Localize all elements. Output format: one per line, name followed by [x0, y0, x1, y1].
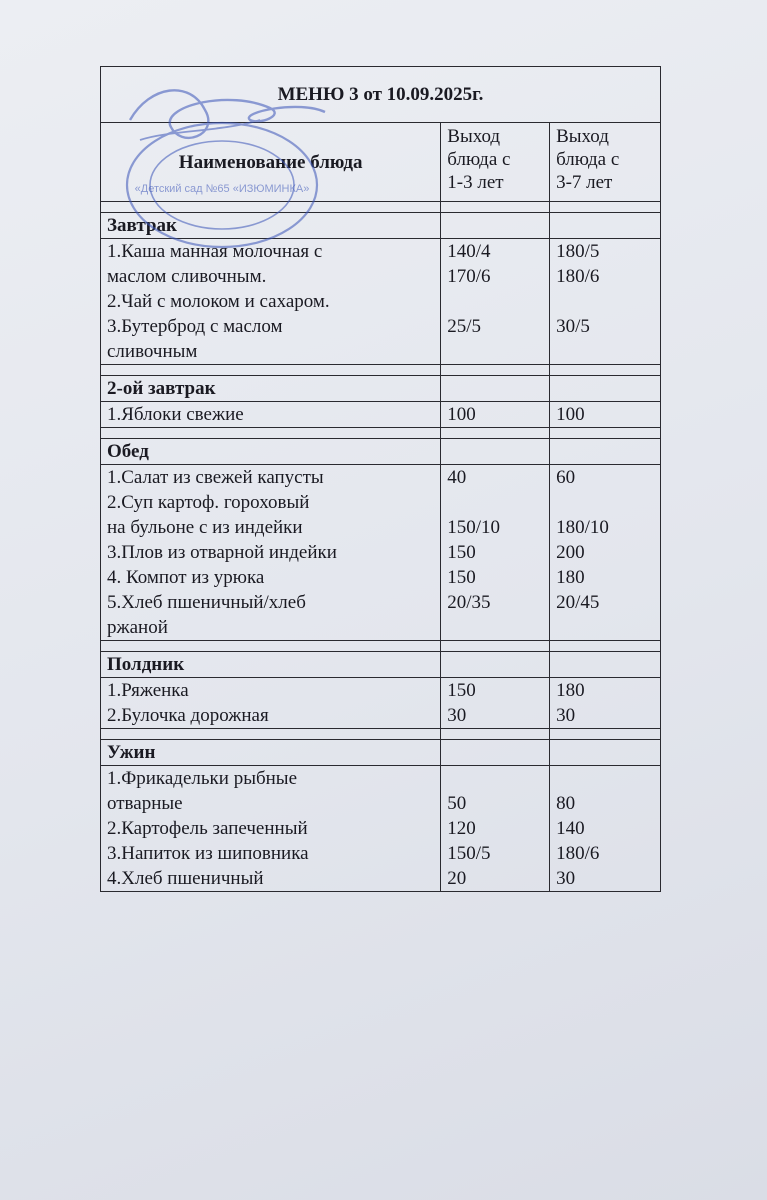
section-body-row [101, 766, 661, 892]
portion-3-7 [556, 490, 654, 515]
dish-line: 1.Фрикадельки рыбные [107, 768, 297, 789]
spacer-cell [550, 641, 661, 652]
portion-3-7: 30 [556, 868, 576, 889]
spacer-cell [550, 202, 661, 213]
stamp-text: «Детский сад №65 «ИЗЮМИНКА» [134, 183, 310, 195]
spacer-row [101, 202, 661, 213]
spacer-cell [441, 365, 550, 376]
section-body-row [101, 402, 661, 428]
section-name: Завтрак [101, 213, 441, 239]
portion-3-7 [556, 766, 654, 791]
portion-1-3-cell [441, 678, 550, 729]
portion-1-3 [447, 490, 543, 515]
dish-line: на бульоне с из индейки [107, 517, 303, 538]
section-header-empty [550, 652, 661, 678]
dish-line: маслом сливочным. [107, 266, 267, 287]
spacer-cell [101, 641, 441, 652]
section-header-empty [441, 652, 550, 678]
portion-3-7: 60 [556, 467, 576, 488]
spacer-cell [101, 428, 441, 439]
portion-3-7-cell [550, 766, 661, 892]
portion-1-3 [447, 766, 543, 791]
header-age2-line: Выход [556, 126, 609, 147]
portion-1-3-cell [441, 239, 550, 365]
portion-1-3: 150 [447, 680, 476, 701]
spacer-row [101, 641, 661, 652]
dish-line: 5.Хлеб пшеничный/хлеб [107, 592, 306, 613]
dish-line: 4. Компот из урюка [107, 567, 265, 588]
dish-line-cell [101, 402, 441, 428]
portion-1-3: 25/5 [447, 316, 482, 337]
portion-3-7: 180 [556, 567, 585, 588]
dish-line: отварные [107, 793, 183, 814]
portion-1-3-cell [441, 465, 550, 641]
portion-1-3: 20 [447, 868, 467, 889]
header-dish-name: Наименование блюда [101, 123, 441, 202]
section-header-row [101, 439, 661, 465]
portion-1-3: 170/6 [447, 266, 491, 287]
section-name: Полдник [101, 652, 441, 678]
spacer-row [101, 428, 661, 439]
header-age1-line: блюда с [447, 149, 511, 170]
portion-1-3 [447, 289, 543, 314]
portion-3-7-cell [550, 678, 661, 729]
portion-3-7: 30/5 [556, 316, 590, 337]
section-name: Обед [101, 439, 441, 465]
dish-line: 2.Картофель запеченный [107, 818, 308, 839]
spacer-cell [101, 365, 441, 376]
dish-line: 1.Яблоки свежие [107, 404, 244, 425]
dish-line: сливочным [107, 341, 198, 362]
spacer-cell [101, 729, 441, 740]
dish-line: 2.Булочка дорожная [107, 705, 269, 726]
portion-3-7: 20/45 [556, 592, 600, 613]
portion-3-7: 200 [556, 542, 585, 563]
dish-line: 2.Чай с молоком и сахаром. [107, 291, 330, 312]
portion-3-7: 180/6 [556, 843, 600, 864]
dish-line: 4.Хлеб пшеничный [107, 868, 264, 889]
header-age1-line: Выход [447, 126, 501, 147]
spacer-row [101, 729, 661, 740]
spacer-cell [441, 729, 550, 740]
portion-1-3: 30 [447, 705, 467, 726]
spacer-cell [550, 365, 661, 376]
portion-3-7: 180 [556, 680, 585, 701]
section-header-empty [550, 376, 661, 402]
section-body-row [101, 239, 661, 365]
portion-1-3: 50 [447, 793, 467, 814]
header-age-1-3 [441, 123, 550, 202]
portion-3-7: 180/5 [556, 241, 600, 262]
section-name: 2-ой завтрак [101, 376, 441, 402]
portion-1-3: 150 [447, 542, 476, 563]
section-header-empty [441, 439, 550, 465]
dish-line: 1.Ряженка [107, 680, 189, 701]
section-header-row [101, 213, 661, 239]
header-age2-line: 3-7 лет [556, 172, 613, 193]
portion-3-7-cell [550, 402, 661, 428]
title-row [101, 67, 661, 123]
dish-line-cell [101, 766, 441, 892]
section-header-empty [441, 740, 550, 766]
portion-3-7: 80 [556, 793, 576, 814]
section-header-empty [550, 213, 661, 239]
portion-3-7: 180/6 [556, 266, 600, 287]
spacer-cell [550, 428, 661, 439]
section-header-row [101, 740, 661, 766]
portion-1-3: 40 [447, 467, 467, 488]
portion-3-7: 100 [556, 404, 585, 425]
portion-1-3-cell [441, 766, 550, 892]
portion-1-3-cell [441, 402, 550, 428]
header-age1-line: 1-3 лет [447, 172, 504, 193]
menu-table [100, 66, 661, 892]
header-age2-line: блюда с [556, 149, 620, 170]
dish-line: 3.Бутерброд с маслом [107, 316, 283, 337]
spacer-cell [550, 729, 661, 740]
header-row [101, 123, 661, 202]
dish-line: 1.Каша манная молочная с [107, 241, 323, 262]
dish-line: ржаной [107, 617, 168, 638]
section-header-empty [550, 439, 661, 465]
spacer-cell [101, 202, 441, 213]
portion-3-7: 140 [556, 818, 585, 839]
spacer-cell [441, 428, 550, 439]
section-body-row [101, 678, 661, 729]
section-header-row [101, 652, 661, 678]
spacer-cell [441, 202, 550, 213]
dish-line-cell [101, 465, 441, 641]
portion-3-7-cell [550, 239, 661, 365]
portion-3-7: 30 [556, 705, 576, 726]
portion-1-3: 20/35 [447, 592, 491, 613]
menu-title: МЕНЮ 3 от 10.09.2025г. [101, 67, 661, 123]
dish-line-cell [101, 678, 441, 729]
section-name: Ужин [101, 740, 441, 766]
dish-line-cell [101, 239, 441, 365]
portion-1-3: 150/10 [447, 517, 501, 538]
section-header-row [101, 376, 661, 402]
dish-line: 1.Салат из свежей капусты [107, 467, 324, 488]
portion-1-3: 120 [447, 818, 476, 839]
section-header-empty [441, 376, 550, 402]
spacer-row [101, 365, 661, 376]
portion-3-7-cell [550, 465, 661, 641]
section-body-row [101, 465, 661, 641]
header-age-3-7 [550, 123, 661, 202]
portion-1-3: 150/5 [447, 843, 491, 864]
section-header-empty [441, 213, 550, 239]
portion-1-3: 150 [447, 567, 476, 588]
portion-3-7 [556, 289, 654, 314]
dish-line: 3.Напиток из шиповника [107, 843, 309, 864]
section-header-empty [550, 740, 661, 766]
dish-line: 2.Суп картоф. гороховый [107, 492, 310, 513]
dish-line: 3.Плов из отварной индейки [107, 542, 337, 563]
portion-1-3: 100 [447, 404, 476, 425]
portion-1-3: 140/4 [447, 241, 491, 262]
spacer-cell [441, 641, 550, 652]
portion-3-7: 180/10 [556, 517, 609, 538]
